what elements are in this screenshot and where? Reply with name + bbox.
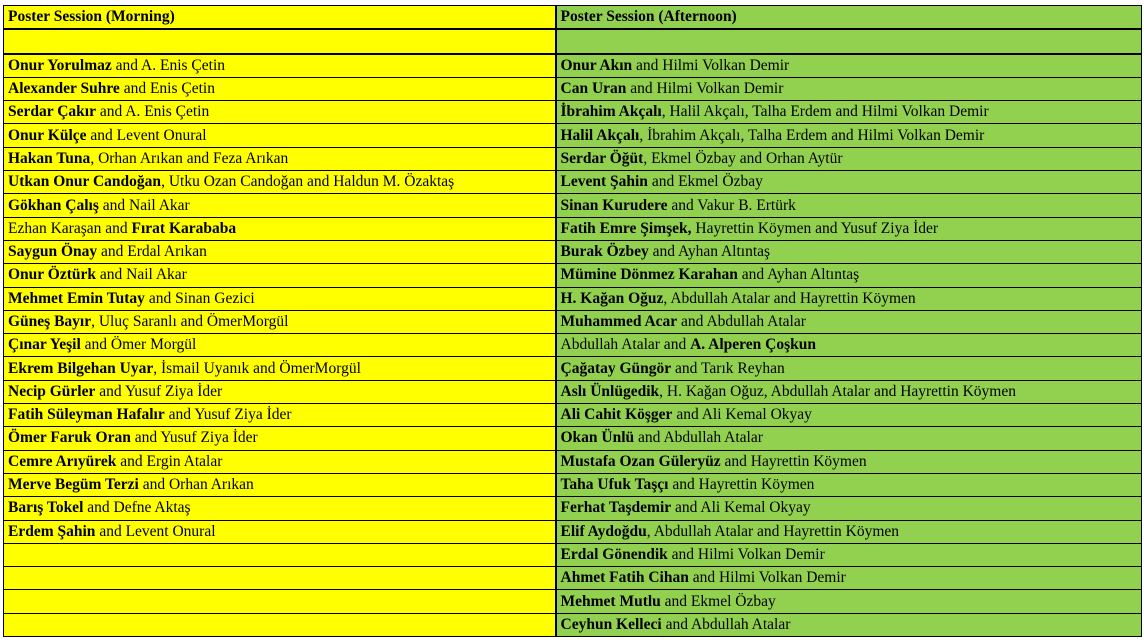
presenter-name: Can Uran — [560, 80, 627, 98]
co-author-text: Abdullah Atalar and — [560, 336, 691, 354]
afternoon-cell[interactable] — [556, 147, 1142, 170]
table-row — [4, 147, 1142, 170]
morning-cell[interactable] — [4, 497, 556, 520]
presenter-name: Fatih Emre Şimşek, — [560, 219, 692, 237]
co-author-text: and Erdal Arıkan — [97, 243, 207, 261]
presenter-name: İbrahim Akçalı — [560, 103, 662, 121]
co-author-text: and Ömer Morgül — [80, 336, 197, 354]
table-row — [4, 590, 1142, 613]
morning-cell[interactable] — [4, 217, 556, 240]
table-row — [4, 613, 1142, 636]
spacer-row — [4, 29, 1142, 53]
afternoon-cell[interactable] — [556, 264, 1142, 287]
morning-cell[interactable] — [4, 357, 556, 380]
presenter-name: Serdar Çakır — [8, 103, 96, 121]
presenter-name: Alexander Suhre — [8, 80, 120, 98]
co-author-text: Ezhan Karaşan and — [8, 219, 132, 237]
table-row — [4, 520, 1142, 543]
afternoon-cell[interactable] — [556, 334, 1142, 357]
afternoon-cell[interactable] — [556, 427, 1142, 450]
co-author-text: and Orhan Arıkan — [138, 476, 254, 494]
afternoon-cell[interactable] — [556, 194, 1142, 217]
afternoon-header[interactable]: Poster Session (Afternoon) — [556, 6, 1142, 30]
co-author-text: and Abdullah Atalar — [661, 615, 791, 633]
co-author-text: , Uluç Saranlı and ÖmerMorgül — [91, 313, 289, 330]
afternoon-cell[interactable] — [556, 287, 1142, 310]
presenter-name: Elif Aydoğdu — [560, 522, 647, 540]
presenter-name: Mümine Dönmez Karahan — [560, 266, 738, 284]
afternoon-cell[interactable] — [556, 124, 1142, 147]
presenter-name: Necip Gürler — [8, 382, 96, 400]
morning-empty-cell[interactable] — [4, 29, 556, 53]
co-author-text: and Ekmel Özbay — [660, 592, 776, 610]
presenter-name: Fatih Süleyman Hafalır — [8, 406, 165, 424]
table-row — [4, 357, 1142, 380]
morning-cell[interactable] — [4, 334, 556, 357]
morning-cell[interactable] — [4, 101, 556, 124]
presenter-name: Muhammed Acar — [560, 313, 678, 330]
poster-session-body — [4, 6, 1142, 637]
morning-cell[interactable] — [4, 567, 556, 590]
morning-cell[interactable] — [4, 147, 556, 170]
afternoon-cell[interactable] — [556, 310, 1142, 333]
presenter-name: Burak Özbey — [560, 243, 649, 261]
co-author-text: and Levent Onural — [86, 126, 207, 144]
table-row — [4, 240, 1142, 263]
table-row — [4, 217, 1142, 240]
afternoon-cell[interactable] — [556, 357, 1142, 380]
table-row — [4, 264, 1142, 287]
table-row — [4, 334, 1142, 357]
co-author-text: , Abdullah Atalar and Hayrettin Köymen — [663, 289, 916, 307]
presenter-name: Sinan Kurudere — [560, 196, 668, 214]
morning-cell[interactable] — [4, 124, 556, 147]
presenter-name: Çınar Yeşil — [8, 336, 81, 354]
presenter-name: Mustafa Ozan Güleryüz — [560, 452, 721, 470]
morning-header[interactable]: Poster Session (Morning) — [4, 6, 556, 30]
table-row — [4, 450, 1142, 473]
presenter-name: Fırat Karababa — [131, 219, 237, 237]
presenter-name: Onur Yorulmaz — [8, 56, 112, 74]
co-author-text: and Abdullah Atalar — [677, 313, 806, 330]
afternoon-cell[interactable] — [556, 590, 1142, 613]
co-author-text: and A. Enis Çetin — [95, 103, 210, 121]
co-author-text: , Orhan Arıkan and Feza Arıkan — [90, 149, 289, 167]
table-row — [4, 124, 1142, 147]
co-author-text: and A. Enis Çetin — [111, 56, 226, 74]
co-author-text: , İsmail Uyanık and ÖmerMorgül — [153, 359, 361, 377]
morning-cell[interactable] — [4, 473, 556, 496]
co-author-text: , Abdullah Atalar and Hayrettin Köymen — [646, 522, 900, 540]
presenter-name: Serdar Öğüt — [560, 149, 644, 167]
presenter-name: Onur Akın — [560, 56, 633, 74]
presenter-name: Ömer Faruk Oran — [8, 429, 131, 447]
afternoon-cell[interactable] — [556, 543, 1142, 566]
table-row — [4, 310, 1142, 333]
presenter-name: Ali Cahit Köşger — [560, 406, 673, 424]
presenter-name: Okan Ünlü — [560, 429, 635, 447]
co-author-text: and Ayhan Altıntaş — [648, 243, 771, 261]
morning-cell[interactable] — [4, 171, 556, 194]
co-author-text: and Hilmi Volkan Demir — [688, 569, 846, 587]
header-row — [4, 6, 1142, 30]
co-author-text: and Defne Aktaş — [83, 499, 191, 517]
co-author-text: and Nail Akar — [98, 196, 190, 214]
afternoon-cell[interactable] — [556, 613, 1142, 636]
co-author-text: and Ali Kemal Okyay — [672, 406, 812, 424]
presenter-name: Mehmet Emin Tutay — [8, 289, 145, 307]
presenter-name: Erdem Şahin — [8, 522, 96, 540]
table-row — [4, 287, 1142, 310]
presenter-name: Çağatay Güngör — [560, 359, 672, 377]
presenter-name: Barış Tokel — [8, 499, 84, 517]
afternoon-cell[interactable] — [556, 240, 1142, 263]
co-author-text: and Nail Akar — [96, 266, 187, 284]
presenter-name: A. Alperen Çoşkun — [690, 336, 816, 354]
morning-cell[interactable] — [4, 240, 556, 263]
presenter-name: Ekrem Bilgehan Uyar — [8, 359, 154, 377]
table-row — [4, 427, 1142, 450]
table-row — [4, 543, 1142, 566]
afternoon-cell[interactable] — [556, 404, 1142, 427]
morning-cell[interactable] — [4, 264, 556, 287]
co-author-text: and Levent Onural — [95, 522, 216, 540]
afternoon-cell[interactable] — [556, 101, 1142, 124]
presenter-name: Taha Ufuk Taşçı — [560, 476, 669, 494]
table-row — [4, 171, 1142, 194]
afternoon-cell[interactable] — [556, 450, 1142, 473]
co-author-text: and Ali Kemal Okyay — [671, 499, 811, 517]
presenter-name: Onur Öztürk — [8, 266, 96, 284]
presenter-name: Halil Akçalı — [560, 126, 640, 144]
table-row — [4, 473, 1142, 496]
afternoon-cell[interactable] — [556, 473, 1142, 496]
morning-cell[interactable] — [4, 194, 556, 217]
co-author-text: and Enis Çetin — [119, 80, 215, 98]
co-author-text: and Ayhan Altıntaş — [737, 266, 860, 284]
co-author-text: and Hilmi Volkan Demir — [667, 545, 825, 563]
morning-cell[interactable] — [4, 287, 556, 310]
afternoon-empty-cell[interactable] — [556, 29, 1142, 53]
co-author-text: Hayrettin Köymen and Yusuf Ziya İder — [691, 219, 939, 237]
co-author-text: and Hilmi Volkan Demir — [626, 80, 784, 98]
afternoon-cell[interactable] — [556, 77, 1142, 100]
presenter-name: Saygun Önay — [8, 243, 98, 261]
table-row — [4, 101, 1142, 124]
afternoon-cell[interactable] — [556, 497, 1142, 520]
afternoon-cell[interactable] — [556, 54, 1142, 78]
presenter-name: Mehmet Mutlu — [560, 592, 661, 610]
table-row — [4, 54, 1142, 78]
co-author-text: , İbrahim Akçalı, Talha Erdem and Hilmi Volkan Demir — [639, 126, 985, 144]
co-author-text: , Ekmel Özbay and Orhan Aytür — [643, 149, 843, 167]
co-author-text: and Vakur B. Ertürk — [667, 196, 796, 214]
table-row — [4, 404, 1142, 427]
morning-cell[interactable] — [4, 520, 556, 543]
co-author-text: and Tarık Reyhan — [671, 359, 785, 377]
morning-cell[interactable] — [4, 450, 556, 473]
table-row — [4, 567, 1142, 590]
afternoon-cell[interactable] — [556, 520, 1142, 543]
presenter-name: Erdal Gönendik — [560, 545, 668, 563]
presenter-name: H. Kağan Oğuz — [560, 289, 664, 307]
presenter-name: Utkan Onur Candoğan — [8, 173, 162, 191]
presenter-name: Ferhat Taşdemir — [560, 499, 672, 517]
presenter-name: Hakan Tuna — [8, 149, 91, 167]
co-author-text: and Sinan Gezici — [144, 289, 255, 307]
morning-cell[interactable] — [4, 380, 556, 403]
morning-cell[interactable] — [4, 590, 556, 613]
afternoon-cell[interactable] — [556, 171, 1142, 194]
co-author-text: and Abdullah Atalar — [634, 429, 763, 447]
table-row — [4, 497, 1142, 520]
presenter-name: Ahmet Fatih Cihan — [560, 569, 689, 587]
table-row — [4, 380, 1142, 403]
presenter-name: Aslı Ünlügedik — [560, 382, 660, 400]
poster-session-table — [3, 5, 1142, 637]
co-author-text: , H. Kağan Oğuz, Abdullah Atalar and Hayrettin Köymen — [659, 382, 1016, 400]
presenter-name: Merve Begüm Terzi — [8, 476, 139, 494]
presenter-name: Onur Külçe — [8, 126, 87, 144]
morning-cell[interactable] — [4, 543, 556, 566]
co-author-text: , Halil Akçalı, Talha Erdem and Hilmi Volkan Demir — [661, 103, 989, 121]
co-author-text: and Ekmel Özbay — [647, 173, 763, 191]
table-row — [4, 77, 1142, 100]
morning-cell[interactable] — [4, 54, 556, 78]
morning-cell[interactable] — [4, 613, 556, 636]
table-row — [4, 194, 1142, 217]
co-author-text: and Ergin Atalar — [116, 452, 223, 470]
presenter-name: Gökhan Çalış — [8, 196, 99, 214]
afternoon-cell[interactable] — [556, 567, 1142, 590]
morning-cell[interactable] — [4, 77, 556, 100]
afternoon-cell[interactable] — [556, 217, 1142, 240]
co-author-text: , Utku Ozan Candoğan and Haldun M. Özaktaş — [161, 173, 455, 191]
morning-cell[interactable] — [4, 404, 556, 427]
morning-cell[interactable] — [4, 310, 556, 333]
co-author-text: and Hayrettin Köymen — [720, 452, 867, 470]
afternoon-cell[interactable] — [556, 380, 1142, 403]
presenter-name: Levent Şahin — [560, 173, 648, 191]
presenter-name: Güneş Bayır — [8, 313, 92, 330]
co-author-text: and Yusuf Ziya İder — [95, 382, 223, 400]
co-author-text: and Yusuf Ziya İder — [130, 429, 258, 447]
co-author-text: and Hilmi Volkan Demir — [632, 56, 790, 74]
presenter-name: Cemre Arıyürek — [8, 452, 117, 470]
morning-cell[interactable] — [4, 427, 556, 450]
co-author-text: and Yusuf Ziya İder — [164, 406, 292, 424]
co-author-text: and Hayrettin Köymen — [668, 476, 815, 494]
presenter-name: Ceyhun Kelleci — [560, 615, 662, 633]
